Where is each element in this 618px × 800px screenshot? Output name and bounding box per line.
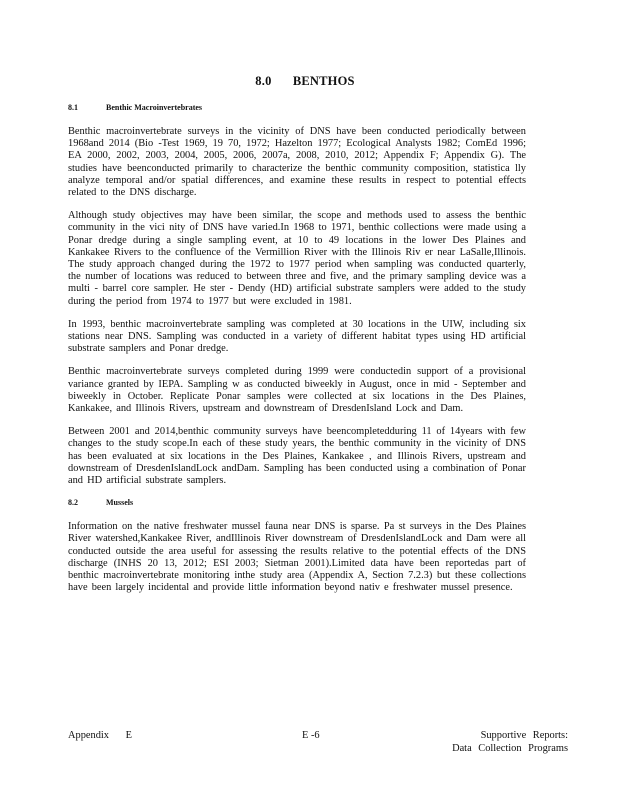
paragraph: Information on the native freshwater mussel fauna near DNS is sparse. Pa st surveys in the Des Plaines River watershed,Kankakee River, andIllinois River downstream of DresdenIslandLock and Dam were all conducted outside the area useful for assessing the results relative to the potential effects of the DNS discharge (INHS 20 13, 2012; ESI 2003; Sietman 2001).Limited data have been reportedas part of benthic macroinvertebrate monitoring inthe study area (Appendix A, Section 7.2.3) but these collections have been largely incidental and provide little information beyond nativ e freshwater mussel presence. <box>68 521 526 594</box>
paragraph: Between 2001 and 2014,benthic community surveys have beencompletedduring 11 of 14years with few changes to the study scope.In each of these study years, the benthic community in the vicinity of DNS has been evaluated at six locations in the Des Plaines, Kankakee , and Illinois Rivers, upstream and downstream of DresdenIslandLock andDam. Sampling has been conducted using a combination of Ponar and HD artificial substrate samplers. <box>68 426 526 487</box>
section-heading-8-1 <box>68 103 526 112</box>
section-number: 8.1 <box>68 103 78 112</box>
footer-report-label <box>452 730 568 755</box>
paragraph: In 1993, benthic macroinvertebrate sampling was completed at 30 locations in the UIW, including six stations near DNS. Sampling was conducted in a variety of different habitat types using HD artificial substrate samplers and Ponar dredge. <box>68 318 526 355</box>
footer-appendix-label: Appendix E <box>68 730 132 741</box>
section-number: 8.2 <box>68 498 78 508</box>
page-body <box>68 74 526 606</box>
section-heading-8-2 <box>68 498 526 507</box>
section-title: Mussels <box>106 498 134 508</box>
footer-report-line: Data Collection Programs <box>452 742 568 754</box>
section-title: Benthic Macroinvertebrates <box>106 103 203 112</box>
paragraph: Benthic macroinvertebrate surveys in the vicinity of DNS have been conducted periodically between 1968and 2014 (Bio -Test 1969, 19 70, 1972; Hazelton 1977; Ecological Analysts 1982; ComEd 1996; EA 2000, 2002, 2003, 2004, 2005, 2006, 2007a, 2008, 2010, 2012; Appendix F; Appendix G). The studies have beenconducted primarily to characterize the benthic community composition, statistica lly analyze temporal and/or spatial differences, and examine these results in respect to potential effects related to the DNS discharge. <box>68 126 526 199</box>
footer-report-line: Supportive Reports: <box>480 730 568 741</box>
page-title: 8.0 BENTHOS <box>255 74 355 88</box>
paragraph: Although study objectives may have been similar, the scope and methods used to assess the benthic community in the vici nity of DNS have varied.In 1968 to 1971, benthic collections were made using a Ponar dredge during a single sampling event, at 10 to 49 locations in the lower Des Plaines and Kankakee Rivers to the confluence of the Vermillion River with the Illinois Riv er near LaSalle,Illinois. The study approach changed during the 1972 to 1977 period when sampling was conducted quarterly, the number of locations was reduced to between three and five, and the primary sampling device was a multi - barrel core sampler. He ster - Dendy (HD) artificial substrate samplers were added to the study during the period from 1974 to 1977 but were excluded in 1981. <box>68 210 526 307</box>
paragraph: Benthic macroinvertebrate surveys completed during 1999 were conductedin support of a provisional variance granted by IEPA. Sampling w as conducted biweekly in August, once in mid - September and biweekly in October. Replicate Ponar samples were collected at six locations in the Des Plaines, Kankakee, and Illinois Rivers, upstream and downstream of DresdenIsland Lock and Dam. <box>68 366 526 415</box>
footer-page-number: E -6 <box>302 730 320 741</box>
